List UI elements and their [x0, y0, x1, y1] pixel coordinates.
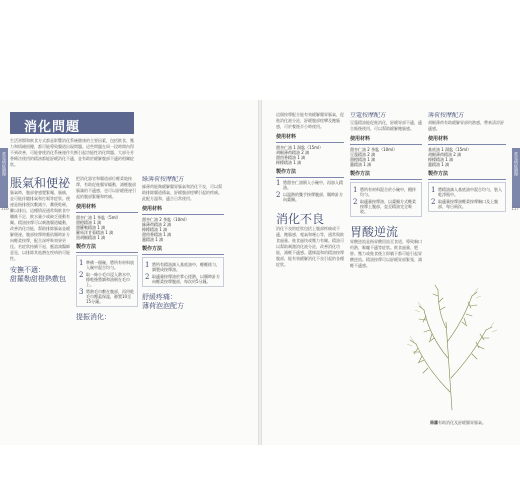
- step-number: 2: [431, 198, 436, 206]
- right-tab-text: 常見病症調理: [514, 152, 519, 176]
- next-recipe-title: 舒緩疼痛：: [142, 293, 177, 301]
- indigestion-body: 消化不良的症狀包括上腹部疼痛或不適、飽脹感、噯氣和噁心等，通常與飲食過量、進食過快或壓力有關。精油可以幫助刺激消化液分泌，改善消化功能，減輕不適感。選擇溫和的精油按摩腹部，能有效緩解消化不良引起的各種症狀。: [276, 226, 344, 267]
- peppermint-title: 薄荷按摩配方: [428, 112, 465, 119]
- spearmint-step: [145, 262, 221, 272]
- col1-ingredients-label: 使用材料: [276, 134, 297, 140]
- cardamom-title: 豆蔻按摩配方: [350, 112, 387, 119]
- cardamom-step: [353, 187, 419, 197]
- dill-plant-image: [406, 282, 498, 412]
- spearmint-ingredient: 薑精油 1 滴: [142, 237, 164, 242]
- compress-intro: 把消化器官和腸道部位輕柔地按摩，有助促進腸胃蠕動，減輕腹部脹滿的不適感，也可以舒緩便祕引起的腹部緊繃和疼痛。: [76, 176, 136, 199]
- right-page-number: 117: [511, 206, 519, 211]
- peppermint-ingredient: 胡椒薄荷精油 2 滴: [428, 152, 462, 157]
- indigestion-title: 消化不良: [276, 212, 325, 226]
- spearmint-ingredients-label: 使用材料: [142, 206, 163, 212]
- spearmint-step: [145, 274, 221, 284]
- cardamom-step: [353, 199, 419, 214]
- compress-step: [79, 272, 135, 287]
- step-number: 2: [276, 191, 281, 199]
- compress-ingredient: 甜杏仁油 1 茶匙（5ml）: [76, 215, 121, 220]
- compress-recipe-column: [76, 176, 138, 444]
- divider: [350, 179, 422, 180]
- bloating-column: [10, 176, 72, 436]
- compress-ingredient: 甜橙精油 1 滴: [76, 220, 102, 225]
- step-text: 取一條小毛巾浸入熱水中，擰乾後將調和油倒在毛巾上。: [86, 272, 134, 287]
- cardamom-ingredient: 薑精油 1 滴: [350, 162, 372, 167]
- bloating-tip-title: 安撫不適：: [10, 266, 45, 274]
- col1-ingredient: 檸檬精油 1 滴: [276, 160, 302, 165]
- compress-method-label: 製作方法: [76, 244, 97, 250]
- divider: [142, 254, 224, 255]
- cardamom-ingredients-label: 使用材料: [350, 136, 371, 142]
- right-column-3: [428, 112, 506, 282]
- cardamom-ingredient: 甜杏仁油 2 茶匙（10ml）: [350, 147, 398, 152]
- cardamom-ingredient: 甜橙精油 1 滴: [350, 157, 376, 162]
- divider: [428, 179, 506, 180]
- divider: [76, 252, 138, 253]
- cardamom-method-label: 製作方法: [350, 171, 371, 177]
- peppermint-ingredient: 薑精油 1 滴: [428, 162, 450, 167]
- col1-intro: 這個按摩配方能有效緩解腸胃脹氣，促進消化液分泌，舒緩腹部痙攣及飽脹感，可於餐後半小時使用。: [276, 112, 344, 129]
- bloating-title: 脹氣和便祕: [10, 176, 71, 190]
- divider: [350, 144, 422, 145]
- spearmint-title: 綠薄荷按摩配方: [142, 176, 185, 183]
- plant-caption: [430, 420, 510, 425]
- step-text: 取適量按摩油輕柔按摩胸口及上腹部，每日兩次。: [438, 199, 498, 209]
- compress-ingredient: 黑胡椒精油 1 滴: [76, 235, 106, 240]
- bloating-body: 脹氣時，腹部會感覺緊繃、脹痛，並可能伴隨排氣和打嗝等症狀。便祕是指排便次數減少，糞便乾硬、難以排出，這種情況通常與飲食中纖維不足、飲水量少或缺乏運動有關。精油按摩可以刺激腸道蠕動，改善消化功能，幫助排除脹氣並緩解便祕。腹部按摩時應依順時針方向輕柔按摩，配合深呼吸效果更佳。若症狀持續不退，應諮詢醫師意見，以排除其他潛在疾病的可能性。: [10, 190, 70, 261]
- left-tab-text: 常見病症調理: [2, 152, 7, 176]
- chapter-title: 消化問題: [24, 120, 81, 135]
- bloating-tip-subtitle: 甜羅勒甜橙熱敷包: [10, 275, 66, 283]
- compress-steps: [76, 255, 138, 307]
- peppermint-steps: [428, 182, 506, 212]
- col1-step: [276, 180, 344, 190]
- spearmint-method-label: 製作方法: [142, 246, 163, 252]
- spearmint-steps: [142, 257, 224, 287]
- step-text: 取適量按摩油於掌心搓熱，以順時針方向輕柔按摩腹部，每次約5分鐘。: [152, 274, 220, 284]
- step-text: 將熱毛巾敷在腹部，再用乾毛巾覆蓋保溫，靜置10至15分鐘。: [86, 289, 134, 304]
- peppermint-method-label: 製作方法: [428, 171, 449, 177]
- step-text: 將甜杏仁油倒入小碗中，再加入精油。: [283, 180, 343, 190]
- step-text: 將所有精油滴入基底油中，輕輕搖勻，調製成按摩油。: [152, 262, 220, 272]
- plant-caption-name: 蒔蘿: [430, 420, 438, 425]
- next-recipe-subtitle: 薄荷泡泡配方: [142, 302, 184, 310]
- peppermint-ingredients-label: 使用材料: [428, 136, 449, 142]
- right-section-tab: [512, 148, 520, 208]
- col1-step: [276, 192, 344, 202]
- col1-ingredient: 甜杏仁油 1 湯匙（15ml）: [276, 145, 324, 150]
- spearmint-body: 綠薄荷能夠緩解腸胃脹氣和消化不良，可以幫助排除腸道積氣，舒緩腹部痙攣引起的疼痛。此配方溫和，適合日常使用。: [142, 184, 222, 201]
- spearmint-ingredient: 甜杏仁油 2 茶匙（10ml）: [142, 217, 190, 222]
- col1-ingredient: 胡椒薄荷精油 2 滴: [276, 150, 310, 155]
- divider: [142, 214, 224, 215]
- reflux-body: 胃酸逆流是指胃酸回流至食道，導致胸口灼熱、喉嚨不適等症狀。飲食過量、肥胖、壓力或進食後立即躺下都可能引起胃酸逆流。精油按摩可以舒緩胃部緊張，減輕不適感。: [350, 239, 422, 268]
- peppermint-step: [431, 187, 503, 197]
- left-page-number: 116: [1, 206, 9, 211]
- left-section-tab: [0, 148, 8, 208]
- chapter-banner: [10, 112, 134, 134]
- step-number: 1: [353, 186, 358, 194]
- cardamom-body: 豆蔻精油能促進消化，舒緩胃部不適，適合飯後使用，可以幫助緩解飽脹感。: [350, 120, 422, 131]
- step-number: 2: [145, 273, 150, 281]
- step-number: 1: [276, 179, 281, 187]
- compress-ingredient: 甜羅勒精油 1 滴: [76, 225, 106, 230]
- compress-step: [79, 289, 135, 304]
- peppermint-ingredient: 檸檬精油 1 滴: [428, 157, 454, 162]
- step-number: 1: [145, 261, 150, 269]
- spearmint-ingredient: 甜茴香精油 1 滴: [142, 232, 172, 237]
- compress-step: [79, 260, 135, 270]
- plant-caption-text: 有助消化及舒緩腸胃脹氣。: [438, 420, 486, 425]
- spearmint-ingredient: 綠薄荷精油 2 滴: [142, 222, 172, 227]
- step-text: 準備一個碗，將所有材料放入碗中混合均勻。: [86, 260, 134, 270]
- step-number: 1: [79, 259, 84, 267]
- peppermint-ingredient: 基底油 1 湯匙（15ml）: [428, 147, 472, 152]
- step-text: 取適量按摩油，以畫圈方式輕柔按摩上腹部，直至精油完全吸收。: [360, 199, 416, 214]
- compress-ingredient: 羅馬洋甘菊精油 1 滴: [76, 230, 114, 235]
- divider: [276, 142, 344, 143]
- col1-method-label: 製作方法: [276, 169, 297, 175]
- spearmint-recipe-column: [142, 176, 224, 444]
- divider: [76, 212, 138, 213]
- step-number: 3: [79, 288, 84, 296]
- peppermint-body: 胡椒薄荷有助緩解胃部灼熱感，帶來清涼舒適感。: [428, 120, 504, 131]
- cardamom-ingredient: 豆蔻精油 2 滴: [350, 152, 376, 157]
- step-number: 2: [79, 271, 84, 279]
- right-column-1: [276, 112, 344, 442]
- step-text: 將所有材料混合於小碗中，攪拌均勻。: [360, 187, 416, 197]
- peppermint-step: [431, 199, 503, 209]
- next-recipe-title: 提振消化：: [76, 313, 111, 321]
- step-text: 將精油滴入基底油中混合均勻，裝入乾淨瓶中。: [438, 187, 502, 197]
- chapter-intro: 生活習慣和飲食方式都是影響消化系統健康的主要因素，包括飲食、壓力和情緒困擾，都可能導致腸道出現問題。這些問題在同一段時間內得不到改善，可能會使消化系統運作失衡引起功能性消化問題。大部分芳香療法使用的精油都能舒緩消化不適，並有助於緩解腹部不適的相關症狀。: [10, 138, 134, 167]
- cardamom-steps: [350, 182, 422, 217]
- divider: [276, 177, 344, 178]
- reflux-title: 胃酸逆流: [350, 225, 399, 239]
- col1-ingredient: 甜茴香精油 1 滴: [276, 155, 306, 160]
- step-number: 1: [431, 186, 436, 194]
- step-text: 以溫熱的雙手按摩腹部，順時針方向畫圈。: [283, 192, 343, 202]
- compress-ingredients-label: 使用材料: [76, 204, 97, 210]
- spearmint-ingredient: 檸檬精油 1 滴: [142, 227, 168, 232]
- step-number: 2: [353, 198, 358, 206]
- divider: [428, 144, 506, 145]
